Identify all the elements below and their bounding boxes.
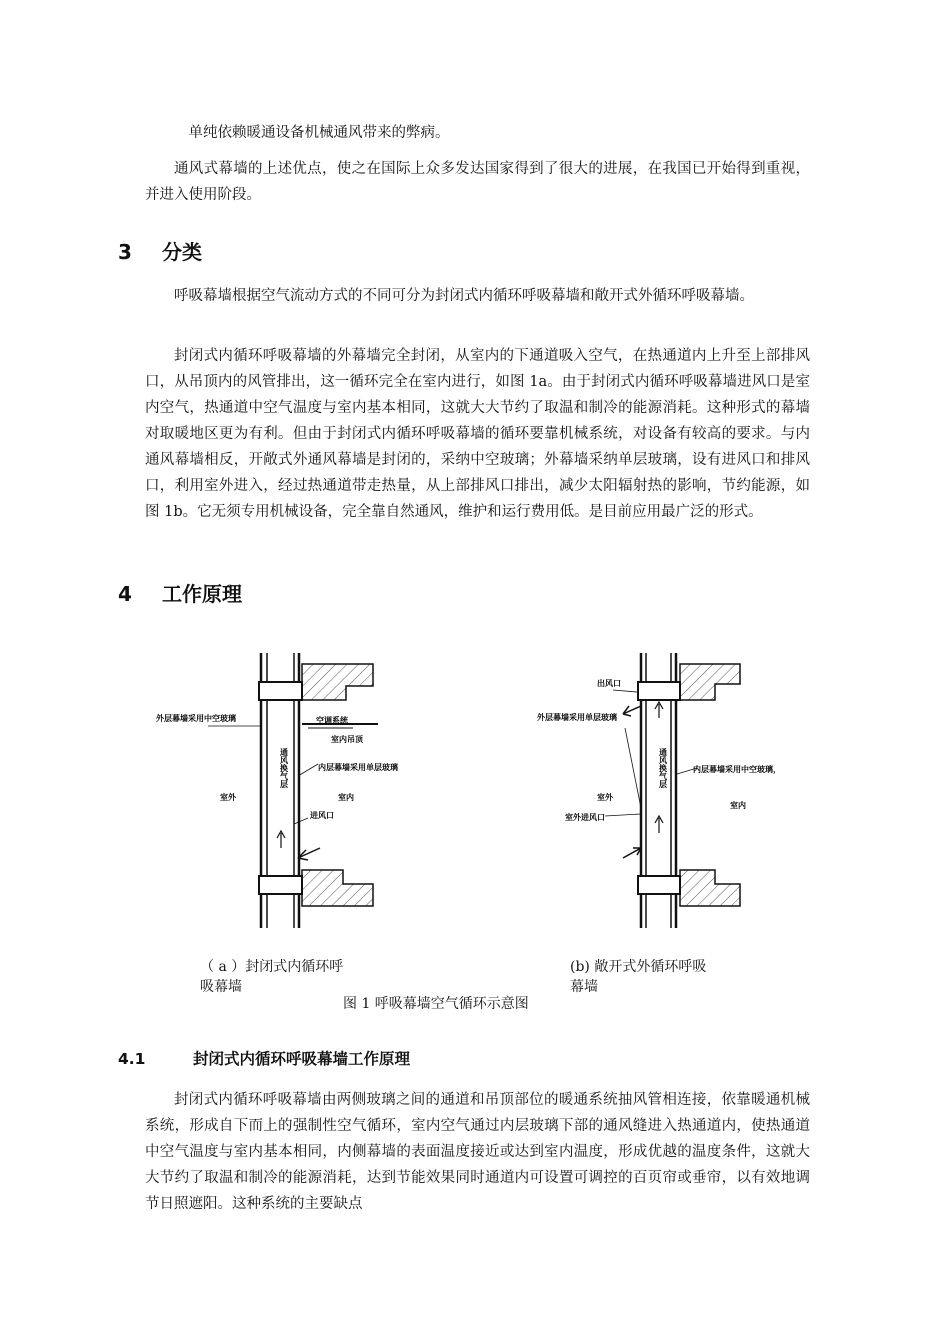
section-number: 4.1 — [118, 1050, 146, 1068]
paragraph-2: 呼吸幕墙根据空气流动方式的不同可分为封闭式内循环呼吸幕墙和敞开式外循环呼吸幕墙。 — [174, 288, 754, 304]
bottom-slab-joint — [259, 876, 302, 894]
paragraph-4: 封闭式内循环呼吸幕墙由两侧玻璃之间的通道和吊顶部位的暖通系统抽风管相连接，依靠暖通机械系统，形成自下而上的强制性空气循环，室内空气通过内层玻璃下部的通风缝进入热通道内，使热通道中空气温度与室内基本相同，内侧幕墙的表面温度接近或达到室内温度，形成优越的温度条件，这就大大节约了取温和制冷的能源消耗，达到节能效果同时通道内可设置可调控的百页帘或垂帘，以有效地调节日照遮阳。这种系统的主要缺点 — [145, 1092, 810, 1212]
bottom-floor-slab — [680, 870, 740, 906]
figure-1b-diagram — [525, 648, 780, 933]
figure-1b-caption — [570, 957, 707, 995]
section-title: 分类 — [162, 240, 202, 264]
section-heading-4 — [118, 578, 242, 607]
leader-line — [625, 728, 641, 808]
outlet-arrow-icon — [623, 706, 641, 716]
label-outlet: 出风口 — [597, 679, 621, 688]
caption-line: （ a ）封闭式内循环呼 — [200, 959, 344, 975]
top-floor-slab — [680, 664, 740, 700]
label-indoor: 室内 — [730, 801, 746, 810]
leader-line — [298, 764, 318, 776]
paragraph-3: 封闭式内循环呼吸幕墙的外幕墙完全封闭，从室内的下通道吸入空气，在热通道内上升至上部排风口，从吊顶内的风管排出，这一循环完全在室内进行，如图 1a。由于封闭式内循环呼吸幕墙进风口是室内空气，热通道中空气温度与室内基本相同，这就大大节约了取温和制冷的能源消耗。这种形式的幕墙对取暖地区更为有利。但由于封闭式内循环呼吸幕墙的循环要靠机械系统，对设备有较高的要求。与内通风幕墙相反，开敞式外通风幕墙是封闭的，采纳中空玻璃；外幕墙采纳单层玻璃，设有进风口和排风口，利用室外进入，经过热通道带走热量，从上部排风口排出，减少太阳辐射热的影响，节约能源，如图 1b。它无须专用机械设备，完全靠自然通风，维护和运行费用低。是目前应用最广泛的形式。 — [145, 348, 810, 520]
figure-1-caption: 图 1 呼吸幕墙空气循环示意图 — [343, 996, 529, 1012]
figure-1a-diagram — [148, 648, 398, 933]
section-number: 4 — [118, 582, 132, 606]
label-channel: 通风换气层 — [658, 748, 668, 788]
label-indoor: 室内 — [338, 793, 354, 802]
section-title: 封闭式内循环呼吸幕墙工作原理 — [193, 1050, 411, 1068]
leader-line — [294, 818, 308, 824]
label-inlet: 进风口 — [310, 811, 334, 820]
label-outdoor: 室外 — [597, 793, 613, 802]
top-floor-slab — [302, 664, 373, 700]
inlet-arrow-icon — [298, 848, 320, 860]
bottom-floor-slab — [302, 870, 373, 906]
paragraph-1: 通风式幕墙的上述优点，使之在国际上众多发达国家得到了很大的进展，在我国已开始得到重视，并进入使用阶段。 — [145, 161, 810, 203]
paragraph-0: 单纯依赖暖通设备机械通风带来的弊病。 — [188, 125, 450, 141]
leader-line — [605, 814, 641, 816]
section-number: 3 — [118, 240, 132, 264]
bottom-slab-joint — [638, 876, 680, 894]
caption-line: 吸幕墙 — [200, 979, 242, 995]
airflow-up-arrow-icon — [655, 702, 663, 718]
label-channel: 通风换气层 — [279, 748, 289, 788]
leader-line — [613, 690, 637, 692]
label-ac-system: 空调系统 — [316, 716, 348, 725]
label-outer-glass: 外层幕墙采用中空玻璃 — [156, 714, 236, 723]
top-slab-joint — [259, 682, 302, 700]
label-inner-glass: 内层幕墙采用中空玻璃， — [693, 765, 781, 774]
airflow-up-arrow-icon — [655, 816, 663, 833]
top-slab-joint — [638, 682, 680, 700]
figure-1a-caption — [200, 957, 343, 997]
inlet-arrow-icon — [623, 848, 641, 858]
section-title: 工作原理 — [162, 582, 242, 606]
label-outdoor: 室外 — [220, 793, 236, 802]
label-inner-glass: 内层幕墙采用单层玻璃 — [318, 763, 398, 772]
airflow-up-arrow-icon — [277, 831, 285, 848]
label-outer-glass: 外层幕墙采用单层玻璃 — [537, 713, 617, 722]
label-inlet: 室外进风口 — [565, 813, 605, 822]
caption-line: 幕墙 — [570, 979, 598, 995]
caption-line: (b) 敞开式外循环呼吸 — [570, 959, 707, 975]
subsection-heading-4-1 — [118, 1047, 410, 1069]
label-ceiling: 室内吊顶 — [331, 735, 363, 744]
section-heading-3 — [118, 236, 202, 265]
